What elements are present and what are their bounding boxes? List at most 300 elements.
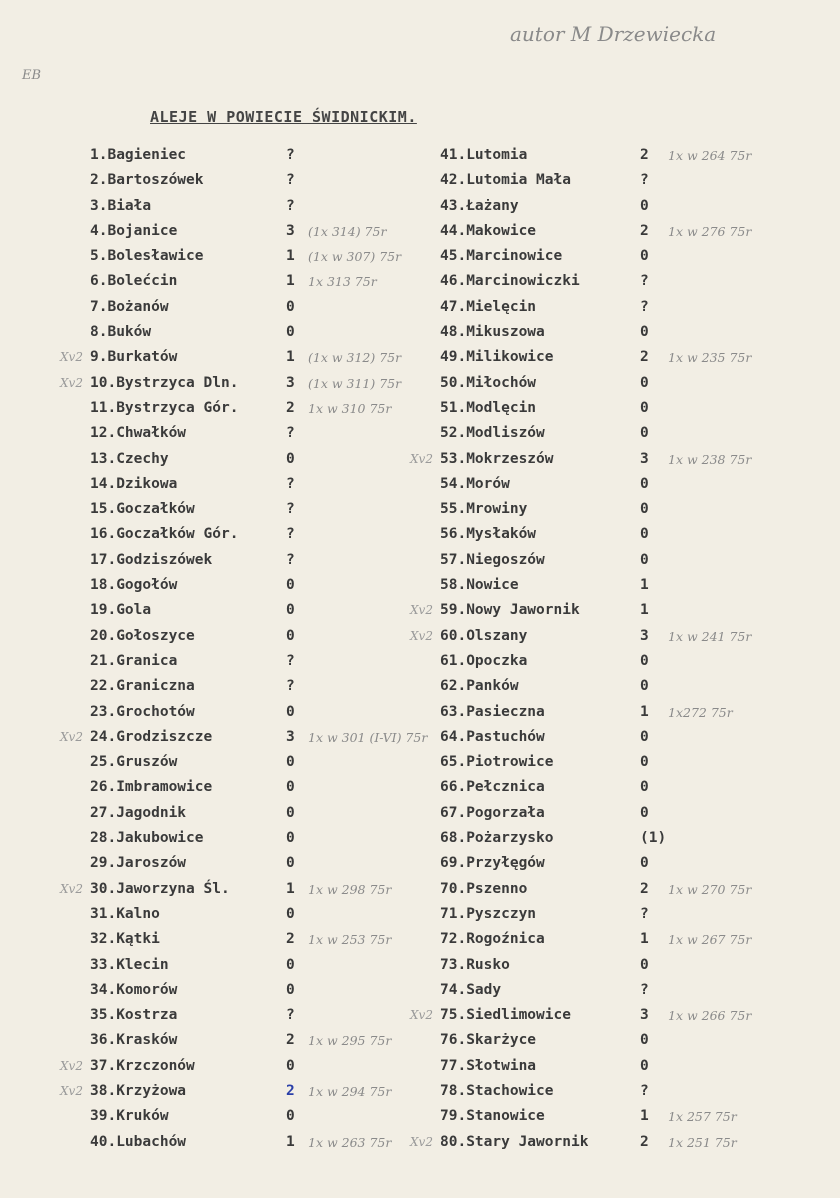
list-item: [440, 472, 840, 497]
alley-count: 0: [640, 551, 649, 568]
handwritten-note: 1x w 235 75r: [668, 350, 752, 366]
list-item: [90, 1104, 490, 1129]
village-name: Granica: [116, 652, 178, 669]
entry-number: 41.: [440, 147, 467, 163]
alley-count: ?: [286, 475, 295, 492]
village-name: Marcinowiczki: [466, 273, 580, 290]
list-item: [90, 497, 490, 522]
village-name: Jaworzyna Śl.: [116, 880, 230, 897]
entry-number: 32.: [90, 931, 117, 948]
list-item: [440, 320, 840, 345]
list-item: [440, 877, 840, 902]
alley-count: ?: [640, 298, 649, 315]
village-name: Goczałków: [116, 501, 195, 518]
entry-number: 5.: [90, 248, 108, 265]
list-item: [60, 1054, 490, 1079]
entry-number: 22.: [90, 678, 117, 695]
village-name: Gola: [116, 602, 152, 619]
alley-count: ?: [286, 526, 295, 543]
list-item: [440, 219, 840, 244]
list-item: [410, 447, 840, 472]
alley-count: 2: [640, 222, 649, 239]
list-item: [90, 573, 490, 598]
list-item: [440, 194, 840, 219]
list-item: [90, 700, 490, 725]
entry-number: 45.: [440, 248, 467, 265]
alley-count: 0: [286, 703, 295, 720]
village-name: Stachowice: [466, 1082, 554, 1099]
entry-number: 40.: [90, 1133, 117, 1150]
alley-count: ?: [286, 501, 295, 518]
village-name: Jagodnik: [116, 804, 187, 821]
list-item: [440, 953, 840, 978]
entry-number: 13.: [90, 450, 117, 467]
alley-count: ?: [640, 172, 649, 189]
alley-count: 0: [640, 501, 649, 518]
handwritten-note: 1x w 263 75r: [308, 1134, 392, 1150]
village-name: Mielęcin: [466, 298, 537, 315]
list-item: [90, 927, 490, 952]
alley-count: 0: [640, 197, 649, 214]
entry-number: 28.: [90, 830, 117, 847]
entry-number: 55.: [440, 501, 467, 518]
list-item: [440, 168, 840, 193]
entry-number: 72.: [440, 931, 467, 948]
alley-count: 0: [286, 602, 295, 619]
alley-count: 2: [640, 1133, 649, 1150]
entry-number: 11.: [90, 399, 117, 416]
alley-count: 2: [640, 880, 649, 897]
alley-count: ?: [286, 172, 295, 189]
alley-count: 0: [286, 956, 295, 973]
alley-count: 1: [640, 703, 649, 720]
alley-count: 0: [640, 374, 649, 391]
alley-count: 0: [286, 830, 295, 847]
handwritten-note: (1x w 312) 75r: [308, 350, 402, 366]
handwritten-mark: Xv2: [60, 729, 83, 744]
entry-number: 66.: [440, 779, 467, 796]
village-name: Grochotów: [116, 703, 195, 720]
handwritten-note: (1x w 311) 75r: [308, 375, 402, 391]
list-item: [440, 371, 840, 396]
list-item: [90, 1028, 490, 1053]
alley-count: ?: [640, 273, 649, 290]
entry-number: 54.: [440, 475, 467, 492]
list-item: [440, 573, 840, 598]
alley-count: ?: [286, 197, 295, 214]
village-name: Morów: [466, 475, 510, 492]
village-name: Milikowice: [466, 349, 554, 366]
list-item: [440, 801, 840, 826]
village-name: Niegoszów: [466, 551, 545, 568]
corner-mark: EB: [22, 68, 42, 83]
list-item: [440, 700, 840, 725]
village-name: Rusko: [466, 956, 510, 973]
village-name: Burkatów: [107, 349, 178, 366]
entry-number: 19.: [90, 602, 117, 619]
alley-count: 0: [640, 956, 649, 973]
handwritten-note: 1x w 276 75r: [668, 223, 752, 239]
list-item: [90, 775, 490, 800]
entry-number: 62.: [440, 678, 467, 695]
alley-count: 3: [286, 222, 295, 239]
entry-number: 67.: [440, 804, 467, 821]
alley-count: 0: [640, 804, 649, 821]
list-item: [440, 269, 840, 294]
list-item: [440, 548, 840, 573]
village-name: Bolesławice: [107, 248, 204, 265]
handwritten-mark: Xv2: [60, 350, 83, 365]
entry-number: 23.: [90, 703, 117, 720]
alley-count: 0: [640, 678, 649, 695]
village-name: Przyłęgów: [466, 855, 545, 872]
entry-number: 60.: [440, 627, 467, 644]
list-item: [440, 522, 840, 547]
alley-count: ?: [286, 425, 295, 442]
alley-count: 0: [640, 728, 649, 745]
entry-number: 6.: [90, 273, 108, 290]
entry-number: 20.: [90, 627, 117, 644]
alley-count: 0: [640, 754, 649, 771]
village-name: Modlęcin: [466, 399, 537, 416]
list-item: [440, 674, 840, 699]
entry-number: 58.: [440, 577, 467, 594]
village-name: Kostrza: [116, 1007, 178, 1024]
village-name: Makowice: [466, 222, 537, 239]
village-name: Krasków: [116, 1032, 178, 1049]
village-name: Słotwina: [466, 1057, 537, 1074]
entry-number: 75.: [440, 1007, 467, 1024]
page-title: ALEJE W POWIECIE ŚWIDNICKIM.: [150, 108, 417, 126]
handwritten-note: 1x w 253 75r: [308, 932, 392, 948]
village-name: Gruszów: [116, 754, 178, 771]
village-name: Krzczonów: [116, 1057, 195, 1074]
village-name: Gołoszyce: [116, 627, 195, 644]
entry-number: 26.: [90, 779, 117, 796]
handwritten-note: 1x w 238 75r: [668, 451, 752, 467]
village-name: Skarżyce: [466, 1032, 537, 1049]
entry-number: 17.: [90, 551, 117, 568]
entry-number: 37.: [90, 1057, 117, 1074]
alley-count: 0: [640, 652, 649, 669]
list-item: [440, 421, 840, 446]
alley-count: 3: [640, 627, 649, 644]
handwritten-mark: Xv2: [410, 1134, 433, 1149]
alley-count: 0: [640, 779, 649, 796]
list-item: [60, 345, 490, 370]
handwritten-note: 1x272 75r: [668, 704, 733, 720]
alley-count: 0: [640, 855, 649, 872]
entry-number: 9.: [90, 349, 108, 366]
village-name: Bojanice: [107, 222, 178, 239]
alley-count: 3: [286, 728, 295, 745]
handwritten-note: 1x w 270 75r: [668, 881, 752, 897]
village-name: Czechy: [116, 450, 169, 467]
alley-count: ?: [286, 147, 295, 163]
entry-number: 63.: [440, 703, 467, 720]
entry-number: 27.: [90, 804, 117, 821]
handwritten-note: (1x w 307) 75r: [308, 249, 402, 265]
entry-number: 1.: [90, 147, 108, 163]
village-name: Mysłaków: [466, 526, 537, 543]
entry-number: 2.: [90, 172, 108, 189]
list-item: [90, 244, 490, 269]
handwritten-note: 1x w 298 75r: [308, 881, 392, 897]
village-name: Lutomia: [466, 147, 528, 163]
alley-count: 1: [286, 880, 295, 897]
village-name: Goczałków Gór.: [116, 526, 239, 543]
list-item: [440, 396, 840, 421]
list-item: [90, 421, 490, 446]
alley-count: 0: [640, 1032, 649, 1049]
alley-count: 0: [286, 905, 295, 922]
entry-number: 3.: [90, 197, 108, 214]
alley-count: 2: [640, 147, 649, 163]
handwritten-note: 1x w 264 75r: [668, 148, 752, 163]
village-name: Marcinowice: [466, 248, 563, 265]
list-item: [410, 598, 840, 623]
list-item: [440, 775, 840, 800]
entry-number: 8.: [90, 324, 108, 341]
alley-count: 0: [286, 298, 295, 315]
handwritten-note: 1x w 294 75r: [308, 1083, 392, 1099]
village-name: Kątki: [116, 931, 160, 948]
alley-count: 2: [286, 1082, 295, 1099]
entry-number: 73.: [440, 956, 467, 973]
entry-number: 7.: [90, 298, 108, 315]
entry-number: 36.: [90, 1032, 117, 1049]
village-name: Chwałków: [116, 425, 187, 442]
village-name: Miłochów: [466, 374, 537, 391]
handwritten-mark: Xv2: [410, 451, 433, 466]
handwritten-mark: Xv2: [60, 881, 83, 896]
list-item: [440, 143, 840, 168]
list-item: [90, 320, 490, 345]
entry-number: 30.: [90, 880, 117, 897]
village-name: Krzyżowa: [116, 1082, 187, 1099]
list-item: [90, 851, 490, 876]
alley-count: 0: [286, 981, 295, 998]
entry-number: 43.: [440, 197, 467, 214]
list-item: [90, 801, 490, 826]
alley-count: ?: [286, 652, 295, 669]
alley-count: 0: [286, 324, 295, 341]
list-item: [440, 750, 840, 775]
village-name: Mrowiny: [466, 501, 528, 518]
village-name: Pogorzała: [466, 804, 545, 821]
handwritten-mark: Xv2: [410, 603, 433, 618]
alley-count: 1: [640, 602, 649, 619]
list-item: [440, 927, 840, 952]
entry-number: 64.: [440, 728, 467, 745]
entry-number: 25.: [90, 754, 117, 771]
entry-number: 74.: [440, 981, 467, 998]
village-name: Pożarzysko: [466, 830, 554, 847]
entry-number: 76.: [440, 1032, 467, 1049]
alley-count: 2: [640, 349, 649, 366]
list-item: [440, 1054, 840, 1079]
alley-count: 0: [640, 399, 649, 416]
list-item: [60, 1079, 490, 1104]
list-item: [90, 472, 490, 497]
village-name: Imbramowice: [116, 779, 213, 796]
entry-number: 49.: [440, 349, 467, 366]
village-name: Nowy Jawornik: [466, 602, 580, 619]
entry-number: 14.: [90, 475, 117, 492]
village-name: Jaroszów: [116, 855, 187, 872]
entry-number: 29.: [90, 855, 117, 872]
village-name: Łażany: [466, 197, 519, 214]
alley-count: 0: [640, 425, 649, 442]
handwritten-mark: Xv2: [410, 1008, 433, 1023]
entry-number: 53.: [440, 450, 467, 467]
alley-count: ?: [286, 678, 295, 695]
alley-count: 1: [640, 1108, 649, 1125]
handwritten-note: 1x 313 75r: [308, 274, 377, 290]
entry-number: 34.: [90, 981, 117, 998]
entry-number: 46.: [440, 273, 467, 290]
list-item: [440, 1104, 840, 1129]
village-name: Lutomia Mała: [466, 172, 571, 189]
alley-count: 2: [286, 931, 295, 948]
list-item: [90, 649, 490, 674]
handwritten-mark: Xv2: [60, 1083, 83, 1098]
list-item: [440, 497, 840, 522]
entry-number: 69.: [440, 855, 467, 872]
village-name: Bystrzyca Dln.: [116, 374, 239, 391]
alley-count: 0: [286, 855, 295, 872]
village-name: Buków: [107, 324, 152, 341]
village-name: Bagieniec: [107, 147, 187, 163]
handwritten-mark: Xv2: [60, 1058, 83, 1073]
village-name: Kruków: [116, 1108, 169, 1125]
alley-count: 0: [286, 1108, 295, 1125]
village-name: Bartoszówek: [107, 172, 204, 189]
handwritten-note: 1x 251 75r: [668, 1134, 737, 1150]
alley-count: 1: [286, 349, 295, 366]
list-item: [60, 877, 490, 902]
village-name: Kalno: [116, 905, 160, 922]
handwritten-note: 1x 257 75r: [668, 1109, 737, 1125]
village-name: Modliszów: [466, 425, 545, 442]
village-name: Komorów: [116, 981, 178, 998]
list-item: [90, 168, 490, 193]
village-name: Bolećcin: [107, 273, 178, 290]
village-name: Lubachów: [116, 1133, 187, 1150]
alley-count: ?: [640, 1082, 649, 1099]
list-item: [90, 219, 490, 244]
list-item: [410, 1130, 840, 1155]
list-item: [440, 649, 840, 674]
alley-count: 0: [286, 627, 295, 644]
village-name: Stary Jawornik: [466, 1133, 589, 1150]
entry-number: 68.: [440, 830, 467, 847]
list-item: [440, 244, 840, 269]
entry-number: 33.: [90, 956, 117, 973]
alley-count: ?: [286, 1007, 295, 1024]
entry-number: 65.: [440, 754, 467, 771]
village-name: Opoczka: [466, 652, 528, 669]
alley-count: 0: [640, 324, 649, 341]
entry-number: 38.: [90, 1082, 117, 1099]
alley-count: 0: [286, 804, 295, 821]
list-item: [90, 194, 490, 219]
list-item: [440, 826, 840, 851]
list-item: [90, 902, 490, 927]
alley-count: 0: [640, 475, 649, 492]
village-name: Bystrzyca Gór.: [116, 399, 239, 416]
village-name: Dzikowa: [116, 475, 178, 492]
handwritten-note: 1x w 267 75r: [668, 932, 752, 948]
entry-number: 18.: [90, 577, 117, 594]
entry-number: 77.: [440, 1057, 467, 1074]
village-name: Pastuchów: [466, 728, 545, 745]
list-item: [60, 725, 490, 750]
entry-number: 21.: [90, 652, 117, 669]
village-name: Nowice: [466, 577, 519, 594]
village-name: Godziszówek: [116, 551, 213, 568]
entry-number: 4.: [90, 222, 108, 239]
handwritten-note: 1x w 295 75r: [308, 1033, 392, 1049]
entry-number: 10.: [90, 374, 117, 391]
handwritten-mark: Xv2: [60, 375, 83, 390]
entry-number: 80.: [440, 1133, 467, 1150]
village-name: Pełcznica: [466, 779, 545, 796]
list-item: [440, 345, 840, 370]
village-name: Jakubowice: [116, 830, 204, 847]
list-item: [440, 978, 840, 1003]
handwritten-note: 1x w 310 75r: [308, 400, 392, 416]
list-item: [60, 371, 490, 396]
author-annotation: autor M Drzewiecka: [510, 22, 717, 46]
alley-count: 1: [286, 1133, 295, 1150]
alley-count: 0: [640, 1057, 649, 1074]
entry-number: 79.: [440, 1108, 467, 1125]
alley-count: 1: [286, 273, 295, 290]
list-item: [90, 269, 490, 294]
alley-count: 0: [286, 1057, 295, 1074]
entry-number: 42.: [440, 172, 467, 189]
alley-count: 0: [286, 779, 295, 796]
alley-count: 1: [286, 248, 295, 265]
entry-number: 39.: [90, 1108, 117, 1125]
entry-number: 57.: [440, 551, 467, 568]
village-name: Piotrowice: [466, 754, 554, 771]
list-item: [440, 1028, 840, 1053]
village-name: Pasieczna: [466, 703, 545, 720]
alley-count: 3: [640, 1007, 649, 1024]
handwritten-mark: Xv2: [410, 628, 433, 643]
list-item: [90, 978, 490, 1003]
alley-count: 0: [286, 450, 295, 467]
entry-number: 78.: [440, 1082, 467, 1099]
village-name: Siedlimowice: [466, 1007, 571, 1024]
village-name: Grodziszcze: [116, 728, 213, 745]
list-item: [90, 548, 490, 573]
alley-count: 1: [640, 577, 649, 594]
entry-number: 24.: [90, 728, 117, 745]
entry-number: 51.: [440, 399, 467, 416]
list-item: [90, 522, 490, 547]
list-item: [90, 750, 490, 775]
handwritten-note: 1x w 301 (I-VI) 75r: [308, 729, 428, 745]
alley-count: ?: [640, 905, 649, 922]
alley-count: 3: [286, 374, 295, 391]
entry-number: 61.: [440, 652, 467, 669]
alley-count: 0: [640, 248, 649, 265]
entry-number: 12.: [90, 425, 117, 442]
handwritten-note: (1x 314) 75r: [308, 223, 387, 239]
